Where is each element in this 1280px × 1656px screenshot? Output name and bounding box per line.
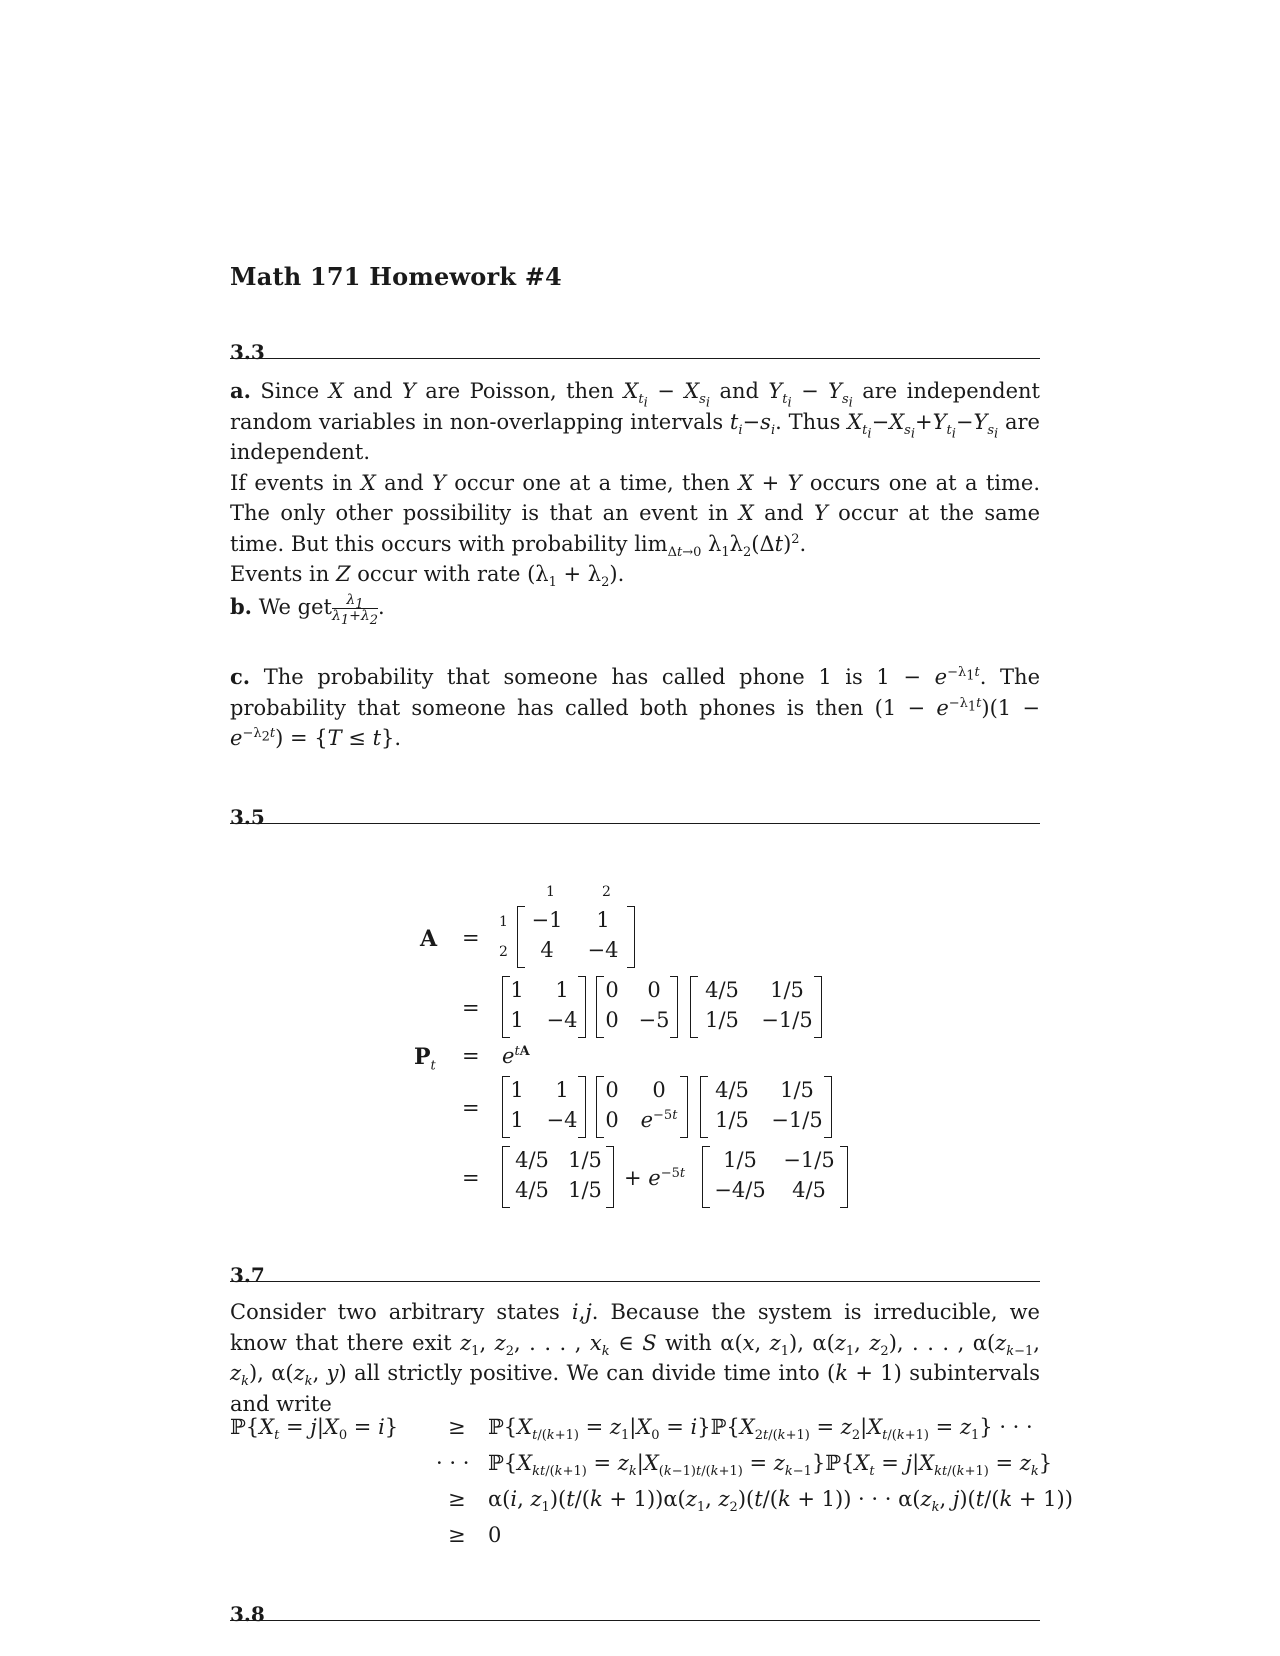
chain-lhs: $ℙ\{X_t = j|X_0 = i\}$ [230, 1415, 399, 1444]
matrix-cell: 0 [605, 1078, 619, 1102]
section-heading-3-8 [230, 1594, 1040, 1626]
part-a-text: a. Since X and Y are Poisson, then $X_{t_i} - X_{s_i}$ and $Y_{t_i} - Y_{s_i}$ are independent random variables in non-overlapping intervals $t_i-s_i$. Thus $X_{t_i}-X_{s_i}+Y_{t_i}-Y_{s_i}$ are independent. [230, 378, 1040, 464]
s37-paragraph: Consider two arbitrary states i,j. Because the system is irreducible, we know that there exit $z_1$, $z_2$, . . . , $x_k$ ∈ S with α(x, $z_1$), $\alpha(z_1$, $z_2$), . . . , $\alpha(z_{k-1}$, $z_k$), $\alpha(z_k$, y) all strictly positive. We can divide time into (k + 1) subintervals and write [230, 1300, 1040, 1416]
matrix-V [502, 1076, 586, 1138]
equals-sign: = [462, 996, 480, 1020]
matrix-cell: 0 [647, 978, 661, 1002]
matrix-cell: −1/5 [771, 1108, 823, 1132]
matrix-V-inverse [690, 976, 822, 1038]
matrix-P-label: $P_t$ [414, 1044, 436, 1074]
matrix-D [596, 976, 678, 1038]
matrix-cell: 1 [510, 1078, 524, 1102]
part-c-label: c. [230, 664, 251, 689]
matrix-cell: 1/5 [723, 1148, 757, 1172]
matrix-cell: 4/5 [715, 1078, 749, 1102]
matrix-cell: −4 [546, 1108, 578, 1132]
section-heading-3-7 [230, 1255, 1040, 1287]
col-header-2: 2 [602, 884, 611, 900]
matrix-cell: −1/5 [761, 1008, 813, 1032]
part-a-text-3: Events in Z occur with rate $(\lambda_1 + \lambda_2)$. [230, 562, 625, 591]
matrix-exponential: $e^{tA}$ [502, 1044, 530, 1068]
chain-relation: ≥ [448, 1487, 466, 1511]
section-label: 3.8 [230, 1602, 265, 1626]
matrix-cell: 1/5 [770, 978, 804, 1002]
matrix-cell: −1 [531, 908, 563, 932]
matrix-V [502, 976, 586, 1038]
lambda-fraction: $\frac{\lambda_1}{\lambda_1+\lambda_2}$ [331, 592, 379, 628]
exp-coefficient: + $e^{-5t}$ [624, 1166, 686, 1190]
part-b-paragraph: b. We get $\frac{\lambda_1}{\lambda_1+\lambda_2}$ . [230, 592, 385, 628]
part-b-text: We get [258, 595, 332, 619]
matrix-cell: −1/5 [783, 1148, 835, 1172]
part-b-label: b. [230, 594, 252, 619]
chain-relation: ≥ [448, 1415, 466, 1439]
matrix-cell: 0 [605, 1108, 619, 1132]
matrix-cell: 1 [596, 908, 610, 932]
chain-rhs-3: α(i, $z_1)(t/(k + 1))\alpha(z_1$, $z_2)(t/(k + 1))$ · · · $\alpha(z_k$, j)(t/(k + 1)) [488, 1487, 1073, 1516]
part-a-text-2: If events in X and Y occur one at a time, then X + Y occurs one at a time. The only other possibility is that an event in X and Y occur at the same time. But this occurs with probability $\lim_{\Delta t\to 0} \lambda_1\lambda_2(\Delta t)^2$. [230, 470, 1041, 560]
equals-sign: = [462, 1096, 480, 1120]
chain-rhs-2: $ℙ\{X_{kt/(k+1)} = z_k|X_{(k-1)t/(k+1)}$ = $z_{k-1}\}ℙ\{X_t = j|X_{kt/(k+1)} = z_k\}$ [488, 1451, 1053, 1480]
equals-sign: = [462, 1166, 480, 1190]
matrix-cell: 1 [555, 978, 569, 1002]
matrix-cell: −5 [638, 1008, 670, 1032]
part-c-paragraph: c. The probability that someone has called phone 1 is $1 - e^{-\lambda_1t}$. The probability that someone has called both phones is then $(1 - e^{-\lambda_1t})(1 - e^{-\lambda_2t}) = \{T \le t\}$. [230, 664, 1040, 750]
matrix-cell: 1/5 [568, 1148, 602, 1172]
matrix-B1 [502, 1146, 614, 1208]
matrix-B2 [702, 1146, 848, 1208]
chain-relation: ≥ [448, 1523, 466, 1547]
matrix-cell: 1/5 [780, 1078, 814, 1102]
matrix-cell: 4/5 [705, 978, 739, 1002]
matrix-cell: 4/5 [515, 1148, 549, 1172]
matrix-cell: 1 [510, 1008, 524, 1032]
matrix-cell: 1 [510, 1108, 524, 1132]
equals-sign: = [462, 1044, 480, 1068]
section-label: 3.5 [230, 805, 265, 829]
part-a-label: a. [230, 378, 251, 403]
matrix-cell: 0 [605, 1008, 619, 1032]
matrix-A-label: A [420, 926, 438, 952]
matrix-cell: $e^{-5t}$ [640, 1108, 678, 1132]
matrix-cell: 4/5 [792, 1178, 826, 1202]
matrix-cell: 1/5 [568, 1178, 602, 1202]
matrix-cell: 1 [510, 978, 524, 1002]
matrix-D-t [596, 1076, 688, 1138]
row-header-1: 1 [499, 914, 508, 930]
page-title: Math 171 Homework #4 [230, 262, 562, 291]
matrix-cell: 4/5 [515, 1178, 549, 1202]
matrix-cell: 4 [540, 938, 554, 962]
matrix-A [517, 906, 635, 968]
matrix-V-inverse [700, 1076, 832, 1138]
matrix-cell: 1/5 [715, 1108, 749, 1132]
chain-rhs-4: 0 [488, 1523, 502, 1547]
matrix-cell: 1/5 [705, 1008, 739, 1032]
section-label: 3.7 [230, 1263, 265, 1287]
matrix-cell: −4 [587, 938, 619, 962]
matrix-cell: 0 [605, 978, 619, 1002]
chain-relation: · · · [436, 1451, 470, 1475]
section-label: 3.3 [230, 340, 265, 364]
col-header-1: 1 [546, 884, 555, 900]
matrix-cell: 1 [555, 1078, 569, 1102]
row-header-2: 2 [499, 944, 508, 960]
equals-sign: = [462, 926, 480, 950]
matrix-cell: 0 [652, 1078, 666, 1102]
chain-rhs-1: $ℙ\{X_{t/(k+1)} = z_1|X_0$ = $i\}ℙ\{X_{2t/(k+1)} = z_2|X_{t/(k+1)} = z_1\}$ · · · [488, 1415, 1033, 1444]
matrix-cell: −4/5 [714, 1178, 766, 1202]
matrix-cell: −4 [546, 1008, 578, 1032]
